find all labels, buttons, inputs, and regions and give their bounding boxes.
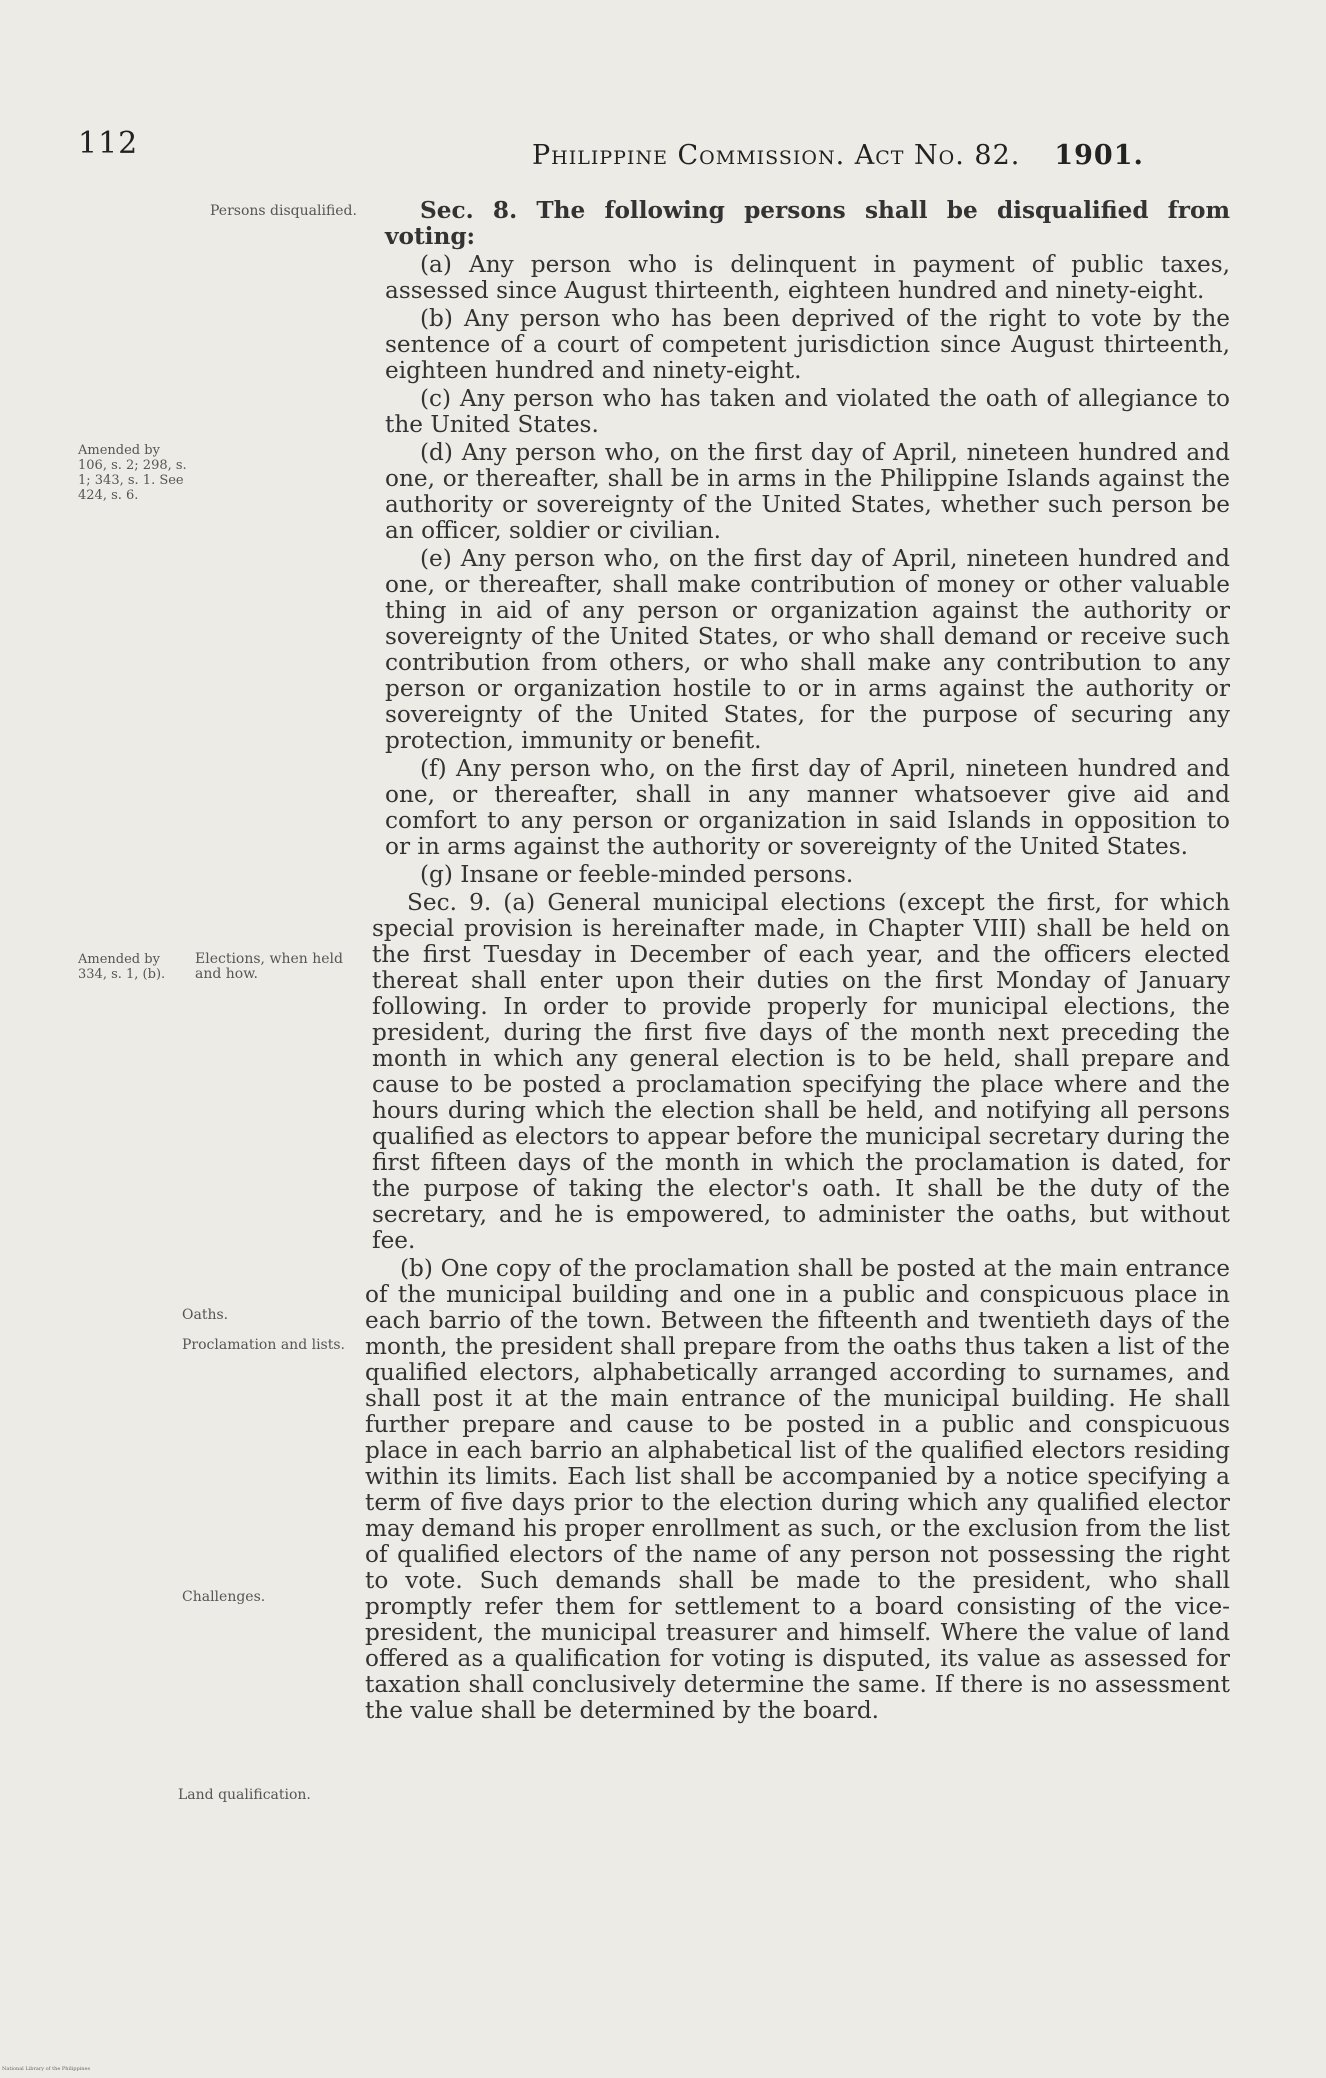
section-8-e: (e) Any person who, on the first day of April, nineteen hundred and one, or thereafter, shall make contribution of money or other valuable thing in aid of any person or organization against the authority or sovereignty of the United States, or who shall demand or receive such contribution from others, or who shall make any contribution to any person or organization hostile to or in arms against the authority or sovereignty of the United States, for the purpose of securing any protection, immunity or benefit.: [385, 545, 1230, 754]
section-8-a: (a) Any person who is delinquent in payment of public taxes, assessed since August thirteenth, eighteen hundred and ninety-eight.: [385, 251, 1230, 304]
margin-note-amended-1: Amended by 106, s. 2; 298, s. 1; 343, s. 1. See 424, s. 6.: [78, 443, 187, 503]
margin-note-proclamation: Proclamation and lists.: [182, 1337, 346, 1353]
margin-note-persons-disqualified: Persons disqualified.: [210, 203, 357, 219]
margin-note-oaths: Oaths.: [182, 1307, 229, 1323]
running-title-year: 1901.: [1054, 140, 1144, 171]
body-text: [365, 197, 1230, 1724]
running-title: [532, 140, 1144, 171]
section-8-d: (d) Any person who, on the first day of April, nineteen hundred and one, or thereafter, shall be in arms in the Philippine Islands against the authority or sovereignty of the United States, whether such person be an officer, soldier or civilian.: [385, 439, 1230, 544]
section-8-c: (c) Any person who has taken and violated the oath of allegiance to the United States.: [385, 385, 1230, 438]
running-title-text: Philippine Commission. Act No. 82.: [532, 140, 1021, 171]
margin-note-elections: Elections, when held and how.: [195, 951, 343, 982]
margin-note-challenges: Challenges.: [182, 1589, 266, 1605]
section-8-g: (g) Insane or feeble-minded persons.: [420, 861, 854, 888]
section-8-f: (f) Any person who, on the first day of April, nineteen hundred and one, or thereafter, shall in any manner whatsoever give aid and comfort to any person or organization in said Islands in opposition to or in arms against the authority or sovereignty of the United States.: [385, 755, 1230, 860]
section-9-b: (b) One copy of the proclamation shall be posted at the main entrance of the municipal building and one in a public and conspicuous place in each barrio of the town. Between the fifteenth and twentieth days of the month, the president shall prepare from the oaths thus taken a list of the qualified electors, alphabetically arranged according to surnames, and shall post it at the main entrance of the municipal building. He shall further prepare and cause to be posted in a public and conspicuous place in each barrio an alphabetical list of the qualified electors residing within its limits. Each list shall be accompanied by a notice specifying a term of five days prior to the election during which any qualified elector may demand his proper enrollment as such, or the exclusion from the list of qualified electors of the name of any person not possessing the right to vote. Such demands shall be made to the president, who shall promptly refer them for settlement to a board consisting of the vice-president, the municipal treasurer and himself. Where the value of land offered as a qualification for voting is disputed, its value as assessed for taxation shall conclusively determine the same. If there is no assessment the value shall be determined by the board.: [365, 1255, 1230, 1724]
section-8-b: (b) Any person who has been deprived of the right to vote by the sentence of a court of competent jurisdiction since August thirteenth, eighteen hundred and ninety-eight.: [385, 305, 1230, 384]
footer-credit: National Library of the Philippines: [2, 2066, 91, 2072]
section-9-a: Sec. 9. (a) General municipal elections (except the first, for which special provision is hereinafter made, in Chapter VIII) shall be held on the first Tuesday in December of each year, and the officers elected thereat shall enter upon their duties on the first Monday of January following. In order to provide properly for municipal elections, the president, during the first five days of the month next preceding the month in which any general election is to be held, shall prepare and cause to be posted a proclamation specifying the place where and the hours during which the election shall be held, and notifying all persons qualified as electors to appear before the municipal secretary during the first fifteen days of the month in which the proclamation is dated, for the purpose of taking the elector's oath. It shall be the duty of the secretary, and he is empowered, to administer the oaths, but without fee.: [372, 889, 1230, 1254]
page-number: 112: [78, 126, 139, 161]
margin-note-amended-2: Amended by 334, s. 1, (b).: [78, 952, 166, 982]
margin-note-land-qualification: Land qualification.: [178, 1787, 311, 1803]
section-8-intro: Sec. 8. The following persons shall be disqualified from voting:: [385, 197, 1230, 250]
